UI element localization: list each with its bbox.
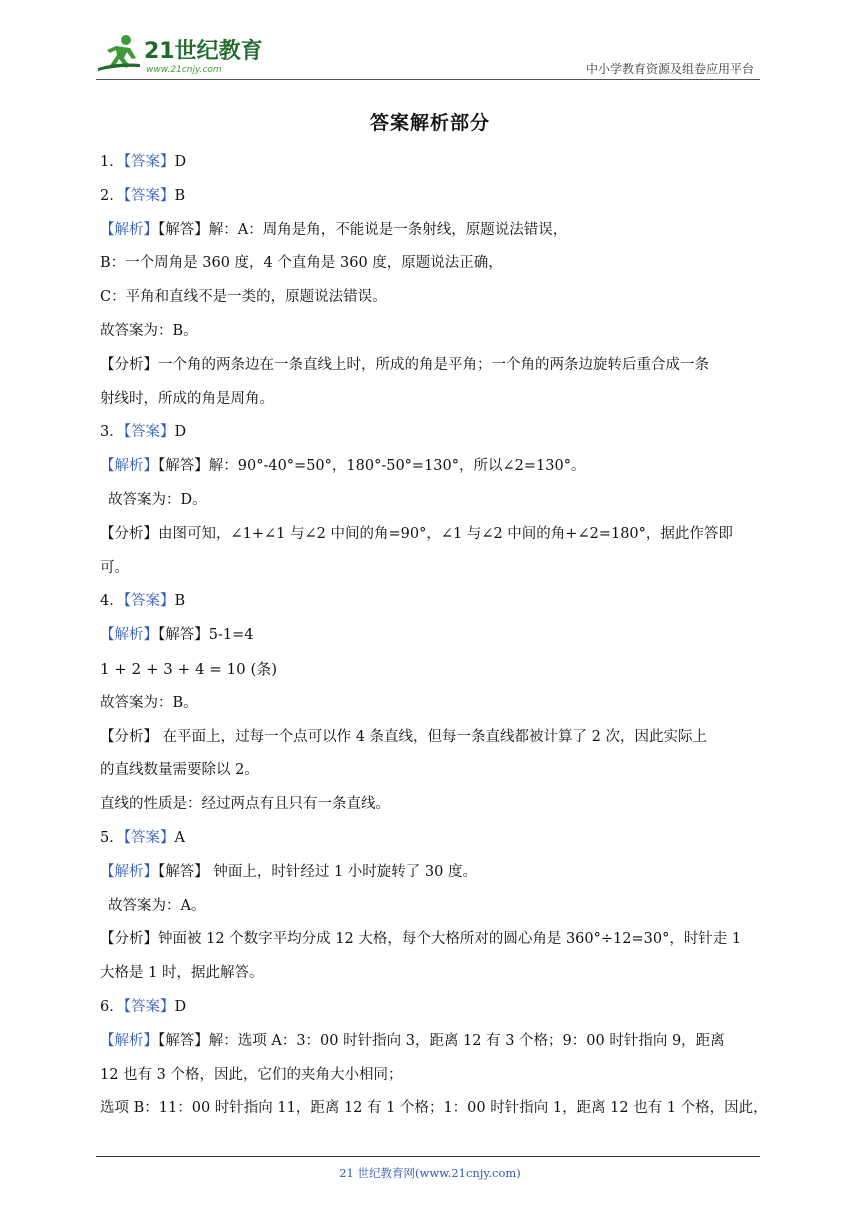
line-text: 1 + 2 + 3 + 4 = 10 (条)	[100, 659, 278, 678]
line-text: 【分析】钟面被 12 个数字平均分成 12 大格，每个大格所对的圆心角是 360°÷12=30°，时针走 1	[100, 931, 742, 948]
line-text: B	[174, 187, 186, 204]
text-line	[100, 315, 765, 349]
line-text: D	[174, 424, 187, 441]
line-text: 6．	[100, 998, 124, 1015]
line-text: D	[174, 154, 187, 170]
section-tag: 【解析】	[100, 863, 158, 880]
line-text: 【解答】 钟面上，时针经过 1 小时旋转了 30 度。	[158, 863, 477, 880]
svg-text:www.21cnjy.com: www.21cnjy.com	[146, 65, 222, 75]
line-text: 【分析】一个角的两条边在一条直线上时，所成的角是平角；一个角的两条边旋转后重合成一条	[100, 356, 709, 373]
section-tag: 【答案】	[123, 593, 175, 610]
text-line	[100, 552, 765, 586]
section-tag: 【答案】	[123, 154, 175, 170]
text-line	[100, 923, 765, 957]
section-tag: 【答案】	[123, 998, 175, 1015]
text-line	[100, 957, 765, 991]
line-text: 大格是 1 时，据此解答。	[100, 965, 264, 982]
text-line	[100, 619, 765, 653]
footer-divider	[96, 1156, 760, 1157]
line-text: C：平角和直线不是一类的，原题说法错误。	[100, 289, 387, 306]
text-line	[100, 247, 765, 281]
line-text: 的直线数量需要除以 2。	[100, 762, 259, 779]
svg-text:21世纪教育: 21世纪教育	[144, 39, 263, 64]
line-text: 故答案为：D。	[108, 491, 207, 508]
text-line	[100, 349, 765, 383]
line-text: B：一个周角是 360 度，4 个直角是 360 度，原题说法正确，	[100, 255, 503, 272]
text-line	[100, 890, 765, 924]
text-line	[100, 856, 765, 890]
section-tag: 【解析】	[100, 1032, 158, 1049]
line-text: 12 也有 3 个格，因此，它们的夹角大小相同；	[100, 1066, 403, 1083]
text-line	[100, 653, 765, 687]
section-tag: 【解析】	[100, 627, 158, 644]
line-text: 【解答】解：90°-40°=50°，180°-50°=130°，所以∠2=130°。	[158, 458, 586, 475]
text-line	[100, 214, 765, 248]
text-line	[100, 585, 765, 619]
line-text: 【解答】解：选项 A：3：00 时针指向 3，距离 12 有 3 个格；9：00 时针指向 9，距离	[158, 1032, 725, 1049]
line-text: 【解答】5-1=4	[158, 627, 254, 644]
line-text: 【分析】 在平面上，过每一个点可以作 4 条直线，但每一条直线都被计算了 2 次，因此实际上	[100, 728, 707, 745]
header-platform-text: 中小学教育资源及组卷应用平台	[585, 62, 754, 76]
line-text: 可。	[100, 559, 129, 576]
line-text: 【分析】由图可知，∠1+∠1 与∠2 中间的角=90°，∠1 与∠2 中间的角+∠2=180°，据此作答即	[100, 525, 733, 542]
text-line	[100, 788, 765, 822]
text-line	[100, 180, 765, 214]
text-line	[100, 518, 765, 552]
line-text: 故答案为：B。	[100, 322, 198, 339]
line-text: 5．	[100, 829, 124, 846]
page-header	[96, 28, 760, 80]
line-text: 故答案为：B。	[100, 694, 198, 711]
line-text: 2．	[100, 187, 124, 204]
text-line	[100, 450, 765, 484]
line-text: 直线的性质是：经过两点有且只有一条直线。	[100, 796, 390, 813]
text-line	[100, 1092, 768, 1126]
text-line	[100, 687, 765, 721]
line-text: 选项 B：11：00 时针指向 11，距离 12 有 1 个格；1：00 时针指向 1，距离 12 也有 1 个格，因此，	[100, 1100, 768, 1117]
page-title: 答案解析部分	[369, 112, 490, 134]
line-text: D	[174, 998, 187, 1015]
header-divider	[96, 79, 760, 80]
footer-text: 21 世纪教育网(www.21cnjy.com)	[339, 1166, 521, 1180]
line-text: 射线时，所成的角是周角。	[100, 390, 274, 407]
text-line	[100, 721, 765, 755]
text-line	[100, 281, 765, 315]
text-line	[100, 1025, 765, 1059]
line-text: 故答案为：A。	[108, 897, 206, 914]
text-line	[100, 822, 765, 856]
text-line	[100, 416, 765, 450]
line-text: 4．	[100, 593, 124, 610]
text-line	[100, 146, 765, 180]
section-tag: 【解析】	[100, 458, 158, 475]
text-line	[100, 991, 765, 1025]
line-text: 1．	[100, 154, 124, 170]
site-logo	[96, 28, 266, 78]
line-text: 【解答】解：A：周角是角，不能说是一条射线，原题说法错误，	[158, 221, 568, 238]
section-tag: 【答案】	[123, 829, 175, 846]
text-line	[100, 484, 765, 518]
text-line	[100, 1059, 765, 1093]
text-line	[100, 754, 765, 788]
answer-content	[100, 146, 768, 1126]
line-text: 3．	[100, 424, 124, 441]
line-text: B	[174, 593, 186, 610]
section-tag: 【答案】	[123, 187, 175, 204]
text-line	[100, 383, 765, 417]
line-text: A	[174, 829, 185, 846]
section-tag: 【答案】	[123, 424, 175, 441]
section-tag: 【解析】	[100, 221, 158, 238]
